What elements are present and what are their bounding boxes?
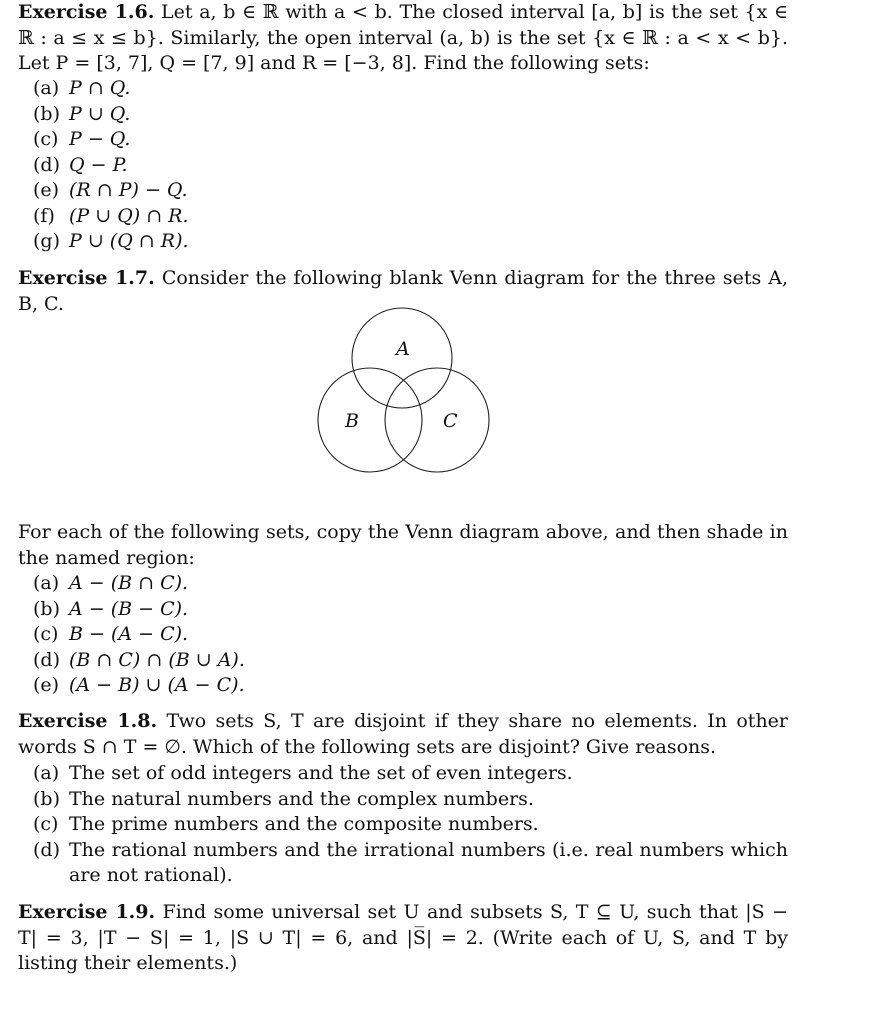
venn-label-b: B (345, 410, 359, 432)
list-item: (b) A − (B − C). (33, 597, 189, 620)
exercise-1-9 (18, 900, 788, 977)
exercise-1-8-intro (18, 709, 788, 760)
venn-label-c: C (443, 410, 458, 432)
list-item: (c) The prime numbers and the composite numbers. (33, 813, 539, 835)
exercise-1-7-label: Exercise 1.7. (18, 267, 155, 289)
list-item: (c) P − Q. (33, 128, 131, 150)
list-item: (e) (A − B) ∪ (A − C). (33, 674, 245, 696)
list-item: (a) The set of odd integers and the set of even integers. (33, 762, 573, 784)
exercise-1-7-text: Consider the following blank Venn diagram for the three sets A, B, C. (18, 267, 789, 315)
list-item: (d) (B ∩ C) ∩ (B ∪ A). (33, 648, 245, 671)
exercise-1-7-instruction: For each of the following sets, copy the Venn diagram above, and then shade in the named region: (18, 521, 788, 569)
exercise-1-9-label: Exercise 1.9. (18, 901, 156, 923)
list-item: (d) The rational numbers and the irrational numbers (i.e. real numbers which are not rational). (33, 838, 788, 886)
list-item: (f) (P ∪ Q) ∩ R. (33, 204, 189, 227)
list-item: (b) P ∪ Q. (33, 102, 131, 125)
list-item: (d) Q − P. (33, 153, 128, 176)
list-item: (b) The natural numbers and the complex numbers. (33, 787, 534, 810)
exercise-1-7-list (33, 571, 245, 699)
exercise-1-8-text: Two sets S, T are disjoint if they share no elements. In other words S ∩ T = ∅. Which of the following sets are disjoint? Give reasons. (18, 710, 789, 758)
venn-label-a: A (396, 338, 410, 360)
exercise-1-6-text: Let a, b ∈ ℝ with a < b. The closed interval [a, b] is the set {x ∈ ℝ : a ≤ x ≤ b}. Similarly, the open interval (a, b) is the set {x ∈ ℝ : a < x < b}. Let P = [3, 7], Q = [7, 9] and R = [−3, 8]. Find the following sets: (18, 1, 789, 74)
list-item: (a) P ∩ Q. (33, 77, 131, 99)
exercise-1-6-list (33, 76, 189, 255)
exercise-1-8-label: Exercise 1.8. (18, 710, 158, 732)
list-item: (a) A − (B ∩ C). (33, 572, 189, 594)
venn-diagram (300, 296, 500, 476)
list-item: (e) (R ∩ P) − Q. (33, 179, 188, 201)
exercise-1-8-list (33, 761, 788, 889)
exercise-1-9-text: Find some universal set U and subsets S, T ⊆ U, such that |S − T| = 3, |T − S| = 1, |S ∪ T| = 6, and |S̅| = 2. (Write each of U, S, and T by listing their elements.) (18, 901, 789, 974)
venn-circle-c (385, 368, 489, 472)
list-item: (g) P ∪ (Q ∩ R). (33, 230, 189, 252)
list-item: (c) B − (A − C). (33, 623, 189, 645)
exercise-1-6-intro (18, 0, 788, 77)
exercise-1-6-label: Exercise 1.6. (18, 1, 155, 23)
venn-circle-b (318, 368, 422, 472)
